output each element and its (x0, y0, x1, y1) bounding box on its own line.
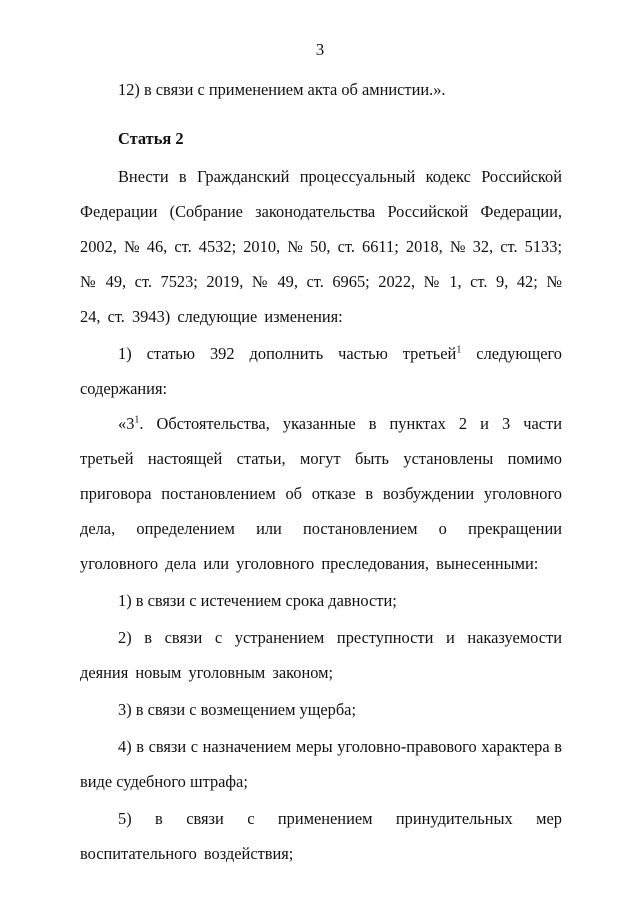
document-body (80, 72, 562, 871)
intro-line: 12) в связи с применением акта об амнистии.». (118, 80, 446, 99)
list-item: 1) в связи с истечением срока давности; (118, 591, 397, 610)
quote-open: «3 (118, 414, 135, 433)
amendment-1-tail: следующего содержания: (80, 344, 562, 398)
list-item: 3) в связи с возмещением ущерба; (118, 700, 356, 719)
list-item: 2) в связи с устранением преступности и наказуемости деяния новым уголовным законом; (80, 628, 562, 682)
quoted-paragraph (80, 406, 562, 581)
quote-text: . Обстоятельства, указанные в пунктах 2 и 3 части третьей настоящей статьи, могут быть установлены помимо приговора постановлением об отказе в возбуждении уголовного дела, определением или постановлением о прекращении уголовного дела или уголовного преследования, вынесенными: (80, 414, 562, 573)
list-item: 5) в связи с применением принудительных мер воспитательного воздействия; (80, 809, 562, 863)
list-item: 4) в связи с назначением меры уголовно-правового характера в виде судебного штрафа; (80, 737, 562, 791)
article-text: Внести в Гражданский процессуальный кодекс Российской Федерации (Собрание законодательства Российской Федерации, 2002, № 46, ст. 4532; 2010, № 50, ст. 6611; 2018, № 32, ст. 5133; № 49, ст. 7523; 2019, № 49, ст. 6965; 2022, № 1, ст. 9, 42; № 24, ст. 3943) следующие изменения: (80, 167, 562, 326)
amendment-1-text: 1) статью 392 дополнить частью третьей (118, 344, 457, 363)
page-number: 3 (315, 40, 325, 59)
amendment-1 (80, 336, 562, 406)
article-heading: Статья 2 (118, 129, 184, 148)
quote-superscript: 1 (134, 414, 140, 426)
amendment-1-superscript: 1 (456, 344, 462, 356)
